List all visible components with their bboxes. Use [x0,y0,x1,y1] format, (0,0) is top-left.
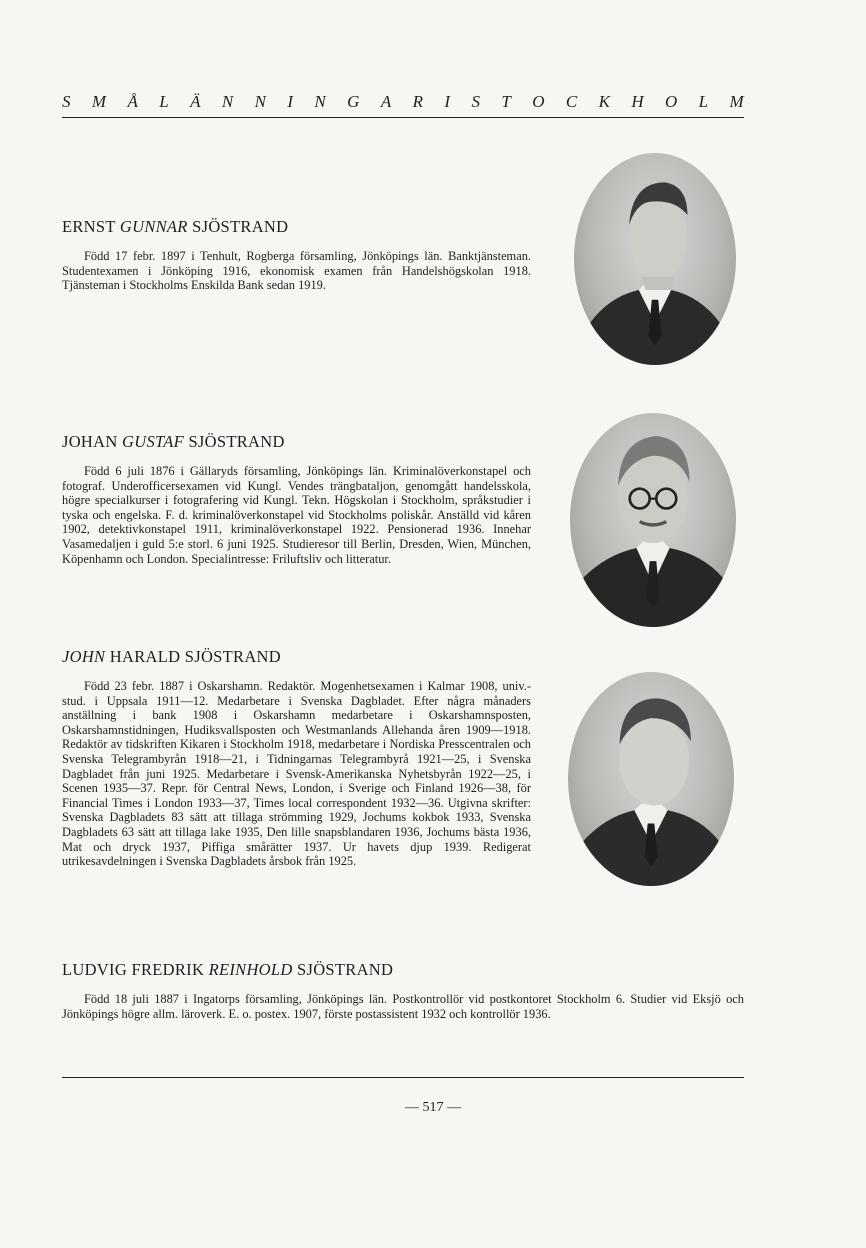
header-letter: Å [127,92,138,111]
entry-bio: Född 23 febr. 1887 i Oskarshamn. Redaktör. Mogenhetsexamen i Kalmar 1908, univ.-stud. i Uppsala 1911—12. Medarbetare i Svenska Dagbladet. Efter några månaders anställning i bank 1908 i Oskarshamn medarbetare i Oskarshamnsposten, Oskarshamnstidningen, Hudiksvallsposten och Westmanlands Allehanda åren 1909—1918. Redaktör av tidskriften Kikaren i Stockholm 1918, medarbetare i Nordiska Presscentralen och Svenska Telegrambyrån 1918—21, i Tidningarnas Telegrambyrå 1921—25, i Svenska Dagbladet från juni 1925. Medarbetare i Svensk-Amerikanska Nyhetsbyrån 1922—25, i Scenen 1935—37. Repr. för Central News, London, i Sverige och Finland 1926—38, för Financial Times i London 1933—37, Times local correspondent 1932—36. Utgivna skrifter: Svenska Dagbladets 83 sätt att tillaga strömming 1929, Jochums kokbok 1933, Svenska Dagbladets 63 sätt att tillaga lake 1935, Den lille snapsblandaren 1936, Jochums bästa 1936, Mat och dryck 1937, Piffiga smårätter 1937. Ur havets djup 1939. Redigerat utrikesavdelningen i Svenska Dagbladets årsbok från 1925. [62,679,531,869]
header-letter: M [91,92,107,111]
entry-name [62,960,744,980]
header-letter: N [314,92,326,111]
header-letter: I [444,92,451,111]
header-letter: N [254,92,266,111]
header-letter: Ä [190,92,201,111]
footer-rule [62,1077,744,1078]
header-letter: T [501,92,511,111]
header-letter: L [698,92,709,111]
header-letter: S [62,92,71,111]
entry-johan-gustaf [62,432,531,566]
name-part: SJÖSTRAND [184,432,285,451]
header-letter: C [565,92,578,111]
entry-ernst-gunnar [62,217,531,293]
portrait-photo [570,413,736,627]
entry-name [62,647,531,667]
header-letter: I [287,92,294,111]
header-letter: N [221,92,234,111]
header-letter: M [729,92,744,111]
header-letter: A [380,92,392,111]
name-part: LUDVIG FREDRIK [62,960,209,979]
header-letter: H [631,92,644,111]
name-given-italic: JOHN [62,647,106,666]
header-letter: G [347,92,360,111]
portrait-photo [574,153,736,365]
name-part: SJÖSTRAND [292,960,394,979]
header-rule [62,117,744,118]
entry-ludvig-fredrik-reinhold [62,960,744,1021]
name-given-italic: GUNNAR [119,217,188,236]
header-letter: S [471,92,480,111]
header-letter: O [665,92,678,111]
entry-bio: Född 18 juli 1887 i Ingatorps församling, Jönköpings län. Postkontrollör vid postkontoret Stockholm 6. Studier vid Eksjö och Jönköpings högre allm. läroverk. E. o. postex. 1907, förste postassistent 1932 och kontrollör 1936. [62,992,744,1021]
entry-name [62,217,531,237]
header-letter: O [532,92,545,111]
portrait-photo [568,672,734,886]
header-letter: K [598,92,610,111]
name-part: HARALD SJÖSTRAND [105,647,281,666]
running-header [62,92,744,112]
name-given-italic: GUSTAF [122,432,185,451]
header-letter: R [412,92,423,111]
portrait-image [574,153,736,365]
entry-name [62,432,531,452]
portrait-image [568,672,734,886]
name-part: JOHAN [62,432,123,451]
entry-bio: Född 17 febr. 1897 i Tenhult, Rogberga församling, Jönköpings län. Banktjänsteman. Studentexamen i Jönköping 1916, ekonomisk examen från Handelshögskolan 1918. Tjänsteman i Stockholms Enskilda Bank sedan 1919. [62,249,531,293]
portrait-image [570,413,736,627]
header-letter: L [159,92,169,111]
entry-bio: Född 6 juli 1876 i Gällaryds församling, Jönköpings län. Kriminalöverkonstapel och fotograf. Underofficersexamen vid Kungl. Vendes trängbataljon, genomgått handelsskola, högre specialkurser i fotografering vid Kungl. Tekn. Högskolan i Stockholm, språkstudier i tyska och engelska. F. d. kriminalöverkonstapel vid Stockholms poliskår. Anställd vid kåren 1902, detektivkonstapel 1911, kriminalöverkonstapel 1922. Pensionerad 1936. Innehar Vasamedaljen i guld 5:e storl. 6 juni 1925. Studieresor till Berlin, Dresden, Wien, München, Köpenhamn och London. Specialintresse: Friluftsliv och litteratur. [62,464,531,566]
name-given-italic: REINHOLD [208,960,293,979]
entry-john-harald [62,647,531,869]
page-number: — 517 — [405,1100,461,1115]
name-part: SJÖSTRAND [187,217,289,236]
name-part: ERNST [62,217,120,236]
